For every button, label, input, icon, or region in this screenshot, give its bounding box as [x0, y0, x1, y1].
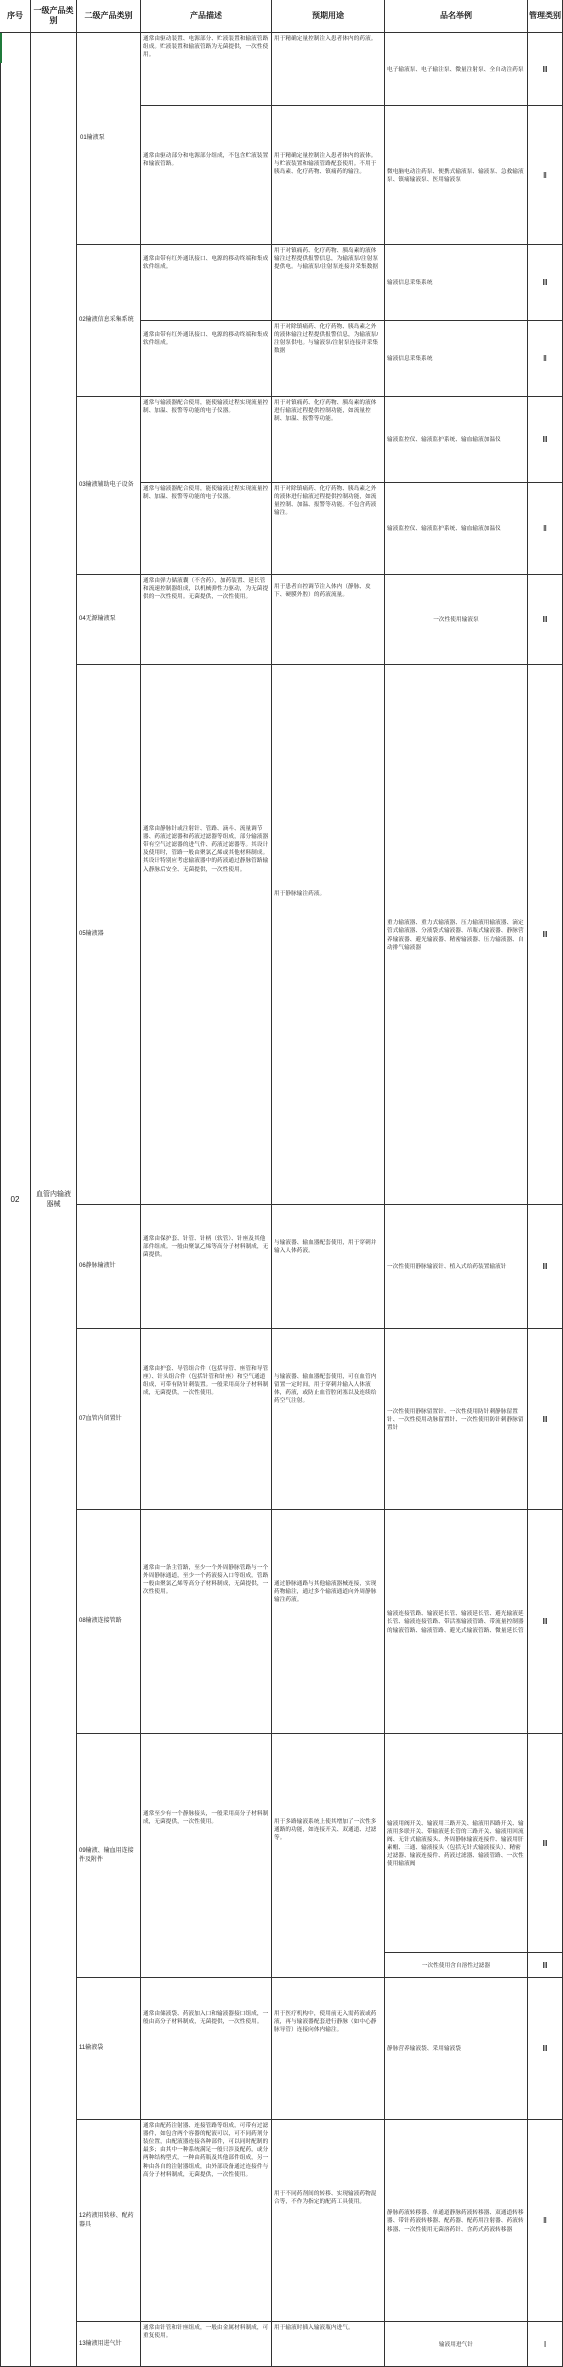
second-category-07: 07血管内留置针 — [77, 1329, 141, 1510]
mgmt-row-6: Ⅱ — [528, 483, 563, 575]
second-category-05: 05输液器 — [77, 665, 141, 1205]
examples-row-13: 一次性使用含自溶性过滤器 — [385, 1953, 528, 1978]
description-row-10: 通常由护套、导管组合件（包括导管、座管和导管座）、针头组合件（包括针管和针座）和空气通道组成，可带有防针刺装置。一般采用高分子材料制成，无菌提供，一次性使用。 — [141, 1329, 272, 1510]
description-row-7: 通常由弹力储液囊（不含药），加药装置、延长管和流速控制器组成，以机械弹性力驱动，为无菌提供的一次性使用。无菌提供，一次性使用。 — [141, 575, 272, 665]
mgmt-row-2: Ⅱ — [528, 106, 563, 245]
description-row-16: 通常由针管和针座组成，一般由金属材料制成，可重复使用。 — [141, 2322, 272, 2367]
mgmt-row-9: Ⅲ — [528, 1205, 563, 1329]
description-row-6: 通常与输液器配合使用，能使输液过程实现流量控制、加温、报警等功能的电子仪器。 — [141, 483, 272, 575]
use-row-4: 用于对除镇痛药、化疗药物、胰岛素之外的液体输注过程提供报警信息，为输液泵/注射泵供电。与输液泵/注射泵连接并采集数据 — [272, 321, 385, 397]
header-seq: 序号 — [0, 0, 31, 33]
use-row-16: 用于输液时插入输液瓶内进气。 — [272, 2322, 385, 2367]
examples-row-12: 输液用阀开关、输液用三路开关、输液用四路开关、输液用多联开关、带输液延长管的三路开关、输液用回流阀、无针式输液接头、外周静脉输液连接件、输液用肝素帽、三通、输液接头（包括无针式输液接头）、精密过滤器、输液连接件、药液过滤器、输液管路、一次性使用输液阀 — [385, 1734, 528, 1953]
description-row-5: 通常与输液器配合使用，能使输液过程实现流量控制、加温、报警等功能的电子仪器。 — [141, 397, 272, 483]
use-row-9: 与输液器、输血器配套使用，用于穿刺并输入人体药液。 — [272, 1205, 385, 1329]
examples-row-1: 电子输液泵、电子输注泵、微量注射泵、全自动注药泵 — [385, 33, 528, 106]
use-row-3: 用于对镇痛药、化疗药物、胰岛素的液体输注过程提供报警信息，为输液泵/注射泵提供电。与输液泵/注射泵连接并采集数据 — [272, 245, 385, 321]
examples-row-9: 一次性使用静脉输液针、植入式给药装置输液针 — [385, 1205, 528, 1329]
examples-row-6: 输液监控仪、输液监护系统、输血输液加温仪 — [385, 483, 528, 575]
use-row-14: 用于医疗机构中，使用前无入需药液或药液，再与输液器配套进行静脉（如中心静脉导管）连接向体内输注。 — [272, 1978, 385, 2120]
examples-row-14: 静脉营养输液袋、采用输液袋 — [385, 1978, 528, 2120]
header-intended-use: 预期用途 — [272, 0, 385, 33]
second-category-01: 01输液泵 — [77, 33, 141, 245]
use-row-5: 用于对镇痛药、化疗药物、胰岛素的液体进行输液过程提供控制功能，如流量控制、加温、报警等功能。 — [272, 397, 385, 483]
mgmt-row-10: Ⅲ — [528, 1329, 563, 1510]
first-category: 血管内输液器械 — [31, 33, 77, 2367]
header-management-class: 管理类别 — [528, 0, 563, 33]
mgmt-row-13: Ⅲ — [528, 1953, 563, 1978]
mgmt-row-8: Ⅲ — [528, 665, 563, 1205]
mgmt-row-11: Ⅲ — [528, 1510, 563, 1734]
examples-row-3: 输液信息采集系统 — [385, 245, 528, 321]
mgmt-row-1: Ⅲ — [528, 33, 563, 106]
examples-row-10: 一次性使用静脉留置针、一次性使用防针刺静脉留置针、一次性使用动脉留置针、一次性使用防针刺静脉留置针 — [385, 1329, 528, 1510]
description-row-2: 通常由驱动部分和电源部分组成，不包含贮液装置和输液管路。 — [141, 106, 272, 245]
mgmt-row-4: Ⅱ — [528, 321, 563, 397]
second-category-11: 11输液袋 — [77, 1978, 141, 2120]
header-examples: 品名举例 — [385, 0, 528, 33]
use-row-7: 用于患者自控调节注入体内（静脉、皮下、硬膜外腔）的药液流量。 — [272, 575, 385, 665]
second-category-13: 13输液用进气针 — [77, 2322, 141, 2367]
use-row-8: 用于静脉输注药液。 — [272, 665, 385, 1205]
description-row-9: 通常由保护套、针管、针柄（软管）、针座及其他部件组成。一般由聚氯乙烯等高分子材料制成，无菌提供。 — [141, 1205, 272, 1329]
use-row-15: 用于不同药剂间的转移、实现输液药物混合等，不作为指定的配药工具使用。 — [272, 2120, 385, 2322]
description-row-15: 通常由配药注射器、连接管路等组成，可带有过滤器件，如包含两个容器的配液可以，可不同药剂分装位置，由配液器连接各种部件，可以同时配制的最多；由其中一种系统满足一般只涉及配药，或分两种结构型式，一种由药瓶及其他部件组成，另一种由各自的注射器组成，由外部设备通过连接件与高分子材料制成，无菌提供，一次性使用。 — [141, 2120, 272, 2322]
examples-row-7: 一次性使用输液泵 — [385, 575, 528, 665]
description-row-8: 通常由静脉针或注射针、管路、滴斗、流量调节器、药液过滤器和药液过滤器等组成，部分输液器带有空气过滤器的进气件、药液过滤器等。其设计及使用时，管路一般由聚氯乙烯或其他材料制成。其设计特别应考虑输液器中的药液通过静脉管路输入静脉后安全、无菌提供，一次性使用。 — [141, 665, 272, 1205]
description-row-1: 通常由驱动装置、电源部分、贮液装置和输液管路组成。贮液装置和输液管路为无菌提供，一次性使用。 — [141, 33, 272, 106]
mgmt-row-16: Ⅰ — [528, 2322, 563, 2367]
header-first-category: 一级产品类别 — [31, 0, 77, 33]
description-row-14: 通常由储液袋、药液加入口和输液器接口组成，一般由高分子材料制成，无菌提供，一次性使用。 — [141, 1978, 272, 2120]
second-category-06: 06静脉输液针 — [77, 1205, 141, 1329]
second-category-09: 09输液、输血用连接件及附件 — [77, 1734, 141, 1978]
second-category-04: 04无源输液泵 — [77, 575, 141, 665]
seq-number: 02 — [0, 33, 31, 2367]
second-category-03: 03输液辅助电子设备 — [77, 397, 141, 575]
second-category-12: 12药液用转移、配药器具 — [77, 2120, 141, 2322]
use-row-10: 与输液器、输血器配套使用，可在血管内留置一定时间，用于穿刺并输入人体液体，药液，或防止血管腔闭塞以及连续给药空气注射。 — [272, 1329, 385, 1510]
examples-row-8: 重力输液器、重力式输液器、压力输液用输液器、滴定管式输液器、分液袋式输液器、吊瓶式输液器、静脉营养输液器、避光输液器、精密输液器、压力输液器、自动排气输液器 — [385, 665, 528, 1205]
use-row-1: 用于精确定量控制注入患者体内的药液。 — [272, 33, 385, 106]
use-row-6: 用于对除镇痛药、化疗药物、胰岛素之外的液体进行输液过程提供控制功能，如流量控制、加温、报警等功能。不包含药液输注。 — [272, 483, 385, 575]
examples-row-2: 微电脑电动注药泵、便携式输液泵、输液泵、急救输液泵、镇痛输液泵、医用输液泵 — [385, 106, 528, 245]
description-row-11: 通常由一条主管路，至少一个外周静脉管路与一个外周静脉通道，至少一个药液接入口等组成，管路一般由聚氯乙烯等高分子材料制成，无菌提供，一次性使用。 — [141, 1510, 272, 1734]
description-row-4: 通常由带有红外通讯接口、电源的移动终端和集成软件组成。 — [141, 321, 272, 397]
mgmt-row-5: Ⅲ — [528, 397, 563, 483]
mgmt-row-7: Ⅲ — [528, 575, 563, 665]
examples-row-4: 输液信息采集系统 — [385, 321, 528, 397]
use-row-2: 用于精确定量控制注入患者体内的液体。与贮液装置和输液管路配套使用。不用于胰岛素、化疗药物、镇痛药的输注。 — [272, 106, 385, 245]
second-category-08: 08输液连接管路 — [77, 1510, 141, 1734]
examples-row-11: 输液连接管路、输液延长管、输液延长管、避光输液延长管、输液连接管路、带活塞输液管路、带流量控制器的输液管路、输液管路、避光式输液管路、微量延长管 — [385, 1510, 528, 1734]
use-row-11: 通过静脉通路与其他输液器械连接，实现药物输注，通过多个输液通道向外周静脉输注药液。 — [272, 1510, 385, 1734]
mgmt-row-14: Ⅲ — [528, 1978, 563, 2120]
second-category-02: 02输液信息采集系统 — [77, 245, 141, 397]
header-second-category: 二级产品类别 — [77, 0, 141, 33]
mgmt-row-12: Ⅲ — [528, 1734, 563, 1953]
mgmt-row-15: Ⅱ — [528, 2120, 563, 2322]
use-row-12: 用于多路输液系统上使其增加了一次性多通路的功能，如连接开关、双通道、过滤等。 — [272, 1734, 385, 1978]
examples-row-5: 输液监控仪、输液监护系统、输血输液加温仪 — [385, 397, 528, 483]
examples-row-15: 静脉药液转移器、单通道静脉药液转移器、双通道转移器、带针药液转移器、配药器、配药用注射器、药液转移器、一次性使用无菌溶药针、含药式药液转移器 — [385, 2120, 528, 2322]
mgmt-row-3: Ⅲ — [528, 245, 563, 321]
description-row-3: 通常由带有红外通讯接口、电源的移动终端和集成软件组成。 — [141, 245, 272, 321]
description-row-12: 通常至少有一个静脉接头，一般采用高分子材料制成，无菌提供，一次性使用。 — [141, 1734, 272, 1978]
header-description: 产品描述 — [141, 0, 272, 33]
examples-row-16: 输液用进气针 — [385, 2322, 528, 2367]
